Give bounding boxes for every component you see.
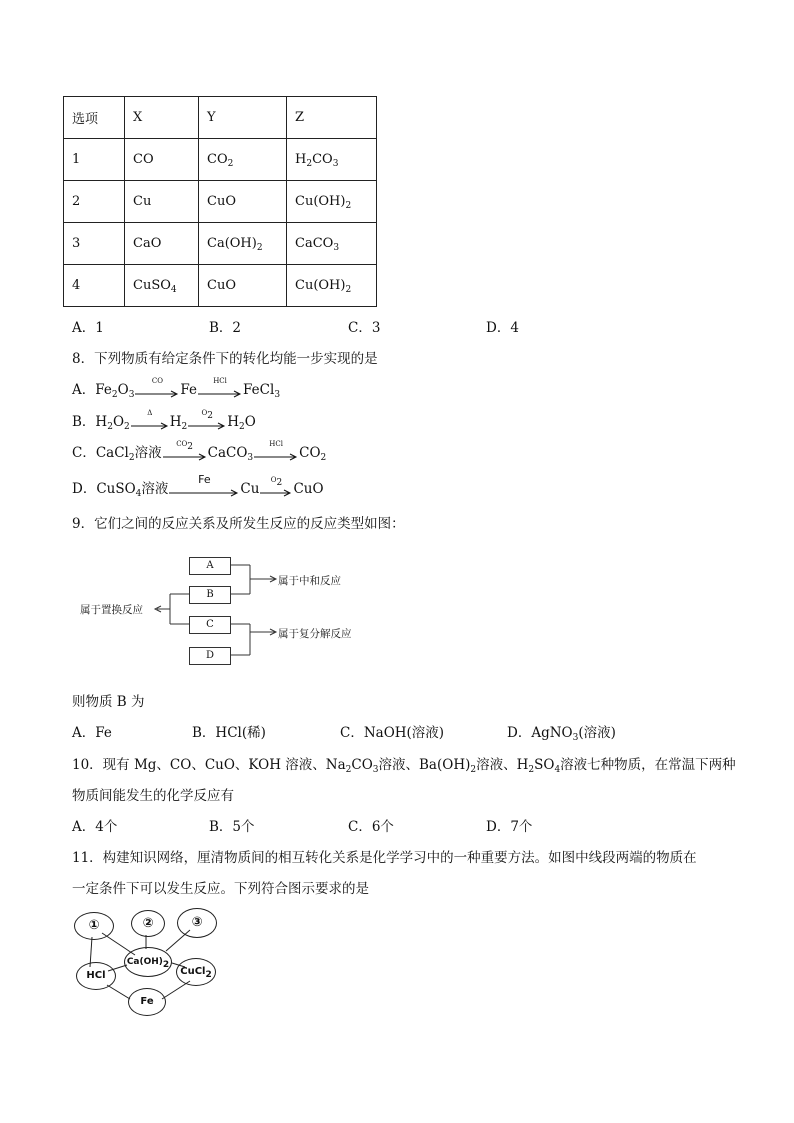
q8-stem: 8．下列物质有给定条件下的转化均能一步实现的是 — [72, 351, 378, 367]
box-a: A — [189, 557, 231, 575]
table-cell: CuO — [199, 265, 287, 307]
formula: CaCl$_2$溶液 — [95, 445, 162, 463]
condition-label: Δ — [147, 408, 153, 417]
table-cell: $Ca(OH)_2$ — [199, 223, 287, 265]
node-3: ③ — [177, 908, 217, 938]
box-b: B — [189, 586, 231, 604]
option-label: C． — [72, 445, 96, 461]
formula: CuSO$_4$溶液 — [96, 481, 169, 499]
q9-option-b: B．HCl(稀) — [192, 725, 266, 741]
q10-option-d: D．7个 — [486, 819, 533, 835]
table-cell: CaO — [125, 223, 199, 265]
condition-label: $O_2$ — [270, 475, 283, 488]
diagram-lines — [120, 550, 380, 670]
q10-option-a: A．4个 — [72, 819, 118, 835]
table-cell: Cu — [125, 181, 199, 223]
q11-line2: 一定条件下可以发生反应。下列符合图示要求的是 — [72, 881, 369, 897]
label-replacement: 属于置换反应 — [80, 604, 143, 616]
reaction-arrow — [259, 475, 293, 497]
formula: $H_2O$ — [227, 414, 256, 432]
formula: $H_2$ — [169, 414, 188, 432]
table-row — [64, 181, 377, 223]
q10-line1: 10．现有 Mg、CO、CuO、KOH 溶液、$Na_2CO_3$溶液、$Ba(OH)_2$溶液、$H_2SO_4$溶液七种物质，在常温下两种 — [72, 757, 736, 775]
node-2: ② — [131, 910, 165, 937]
q9-option-d: D．AgNO$_3$(溶液) — [507, 725, 616, 743]
table-cell: $Cu(OH)_2$ — [287, 265, 377, 307]
table-cell: $H_2CO_3$ — [287, 139, 377, 181]
formula: $CO_2$ — [299, 445, 327, 463]
table-header-cell: Z — [287, 97, 377, 139]
formula: $Fe_2O_3$ — [95, 382, 135, 400]
q10-line2: 物质间能发生的化学反应有 — [72, 788, 234, 804]
table-cell: 3 — [64, 223, 125, 265]
option-label: D． — [72, 481, 97, 497]
box-d: D — [189, 647, 231, 665]
reaction-arrow — [134, 376, 180, 398]
node-copper-chloride: CuCl$_2$ — [176, 958, 216, 986]
table-row — [64, 223, 377, 265]
q9-stem: 9．它们之间的反应关系及所发生反应的反应类型如图： — [72, 516, 405, 532]
table-row — [64, 265, 377, 307]
label-double-decomposition: 属于复分解反应 — [278, 628, 352, 640]
table-header-cell: 选项 — [64, 97, 125, 139]
q7-option-a: A．1 — [72, 320, 104, 336]
option-label: A． — [72, 382, 96, 398]
q10-option-c: C．6个 — [348, 819, 394, 835]
table-cell: 4 — [64, 265, 125, 307]
q9-option-a: A．Fe — [72, 725, 112, 741]
q8-option-d — [72, 472, 324, 499]
formula: Fe — [180, 382, 198, 398]
table-header-cell: Y — [199, 97, 287, 139]
condition-label: HCl — [213, 376, 227, 385]
reaction-arrow — [168, 472, 240, 497]
q7-option-d: D．4 — [486, 320, 519, 336]
condition-label: Fe — [198, 472, 211, 486]
formula: CaCO$_3$ — [207, 445, 254, 463]
q8-option-b — [72, 410, 256, 430]
table-cell: CO — [125, 139, 199, 181]
condition-label: CO — [151, 376, 163, 385]
q11-line1: 11．构建知识网络，厘清物质间的相互转化关系是化学学习中的一种重要方法。如图中线段两端的物质在 — [72, 850, 697, 866]
node-hcl: HCl — [76, 962, 116, 990]
reaction-arrow — [130, 408, 170, 430]
node-iron: Fe — [128, 988, 166, 1016]
node-1: ① — [74, 912, 114, 940]
table-row — [64, 139, 377, 181]
formula: $H_2O_2$ — [95, 414, 130, 432]
reaction-arrow — [253, 439, 299, 461]
reaction-arrow — [162, 439, 208, 461]
condition-label: $CO_2$ — [176, 439, 194, 452]
table-cell: 1 — [64, 139, 125, 181]
table-header-cell: X — [125, 97, 199, 139]
condition-label: HCl — [269, 439, 283, 448]
node-calcium-hydroxide: $Ca(OH)_2$ — [124, 947, 172, 977]
table-cell: 2 — [64, 181, 125, 223]
q8-option-a — [72, 378, 280, 398]
option-label: B． — [72, 414, 96, 430]
q7-option-c: C．3 — [348, 320, 381, 336]
table-cell: CuO — [199, 181, 287, 223]
q10-option-b: B．5个 — [209, 819, 255, 835]
condition-label: $O_2$ — [201, 408, 213, 421]
q8-option-c — [72, 441, 326, 461]
reaction-arrow — [197, 376, 243, 398]
table-cell: CuSO$_4$ — [125, 265, 199, 307]
q7-option-b: B．2 — [209, 320, 242, 336]
table-cell: CaCO$_3$ — [287, 223, 377, 265]
reaction-arrow — [187, 408, 227, 430]
q9-ask: 则物质 B 为 — [72, 694, 145, 710]
box-c: C — [189, 616, 231, 634]
formula: FeCl$_3$ — [243, 382, 281, 400]
formula: CuO — [293, 481, 324, 497]
options-table — [63, 96, 377, 307]
q9-option-c: C．NaOH(溶液) — [340, 725, 445, 741]
label-neutralization: 属于中和反应 — [278, 575, 341, 587]
table-cell: $Cu(OH)_2$ — [287, 181, 377, 223]
table-header-row — [64, 97, 377, 139]
table-cell: $CO_2$ — [199, 139, 287, 181]
formula: Cu — [240, 481, 260, 497]
